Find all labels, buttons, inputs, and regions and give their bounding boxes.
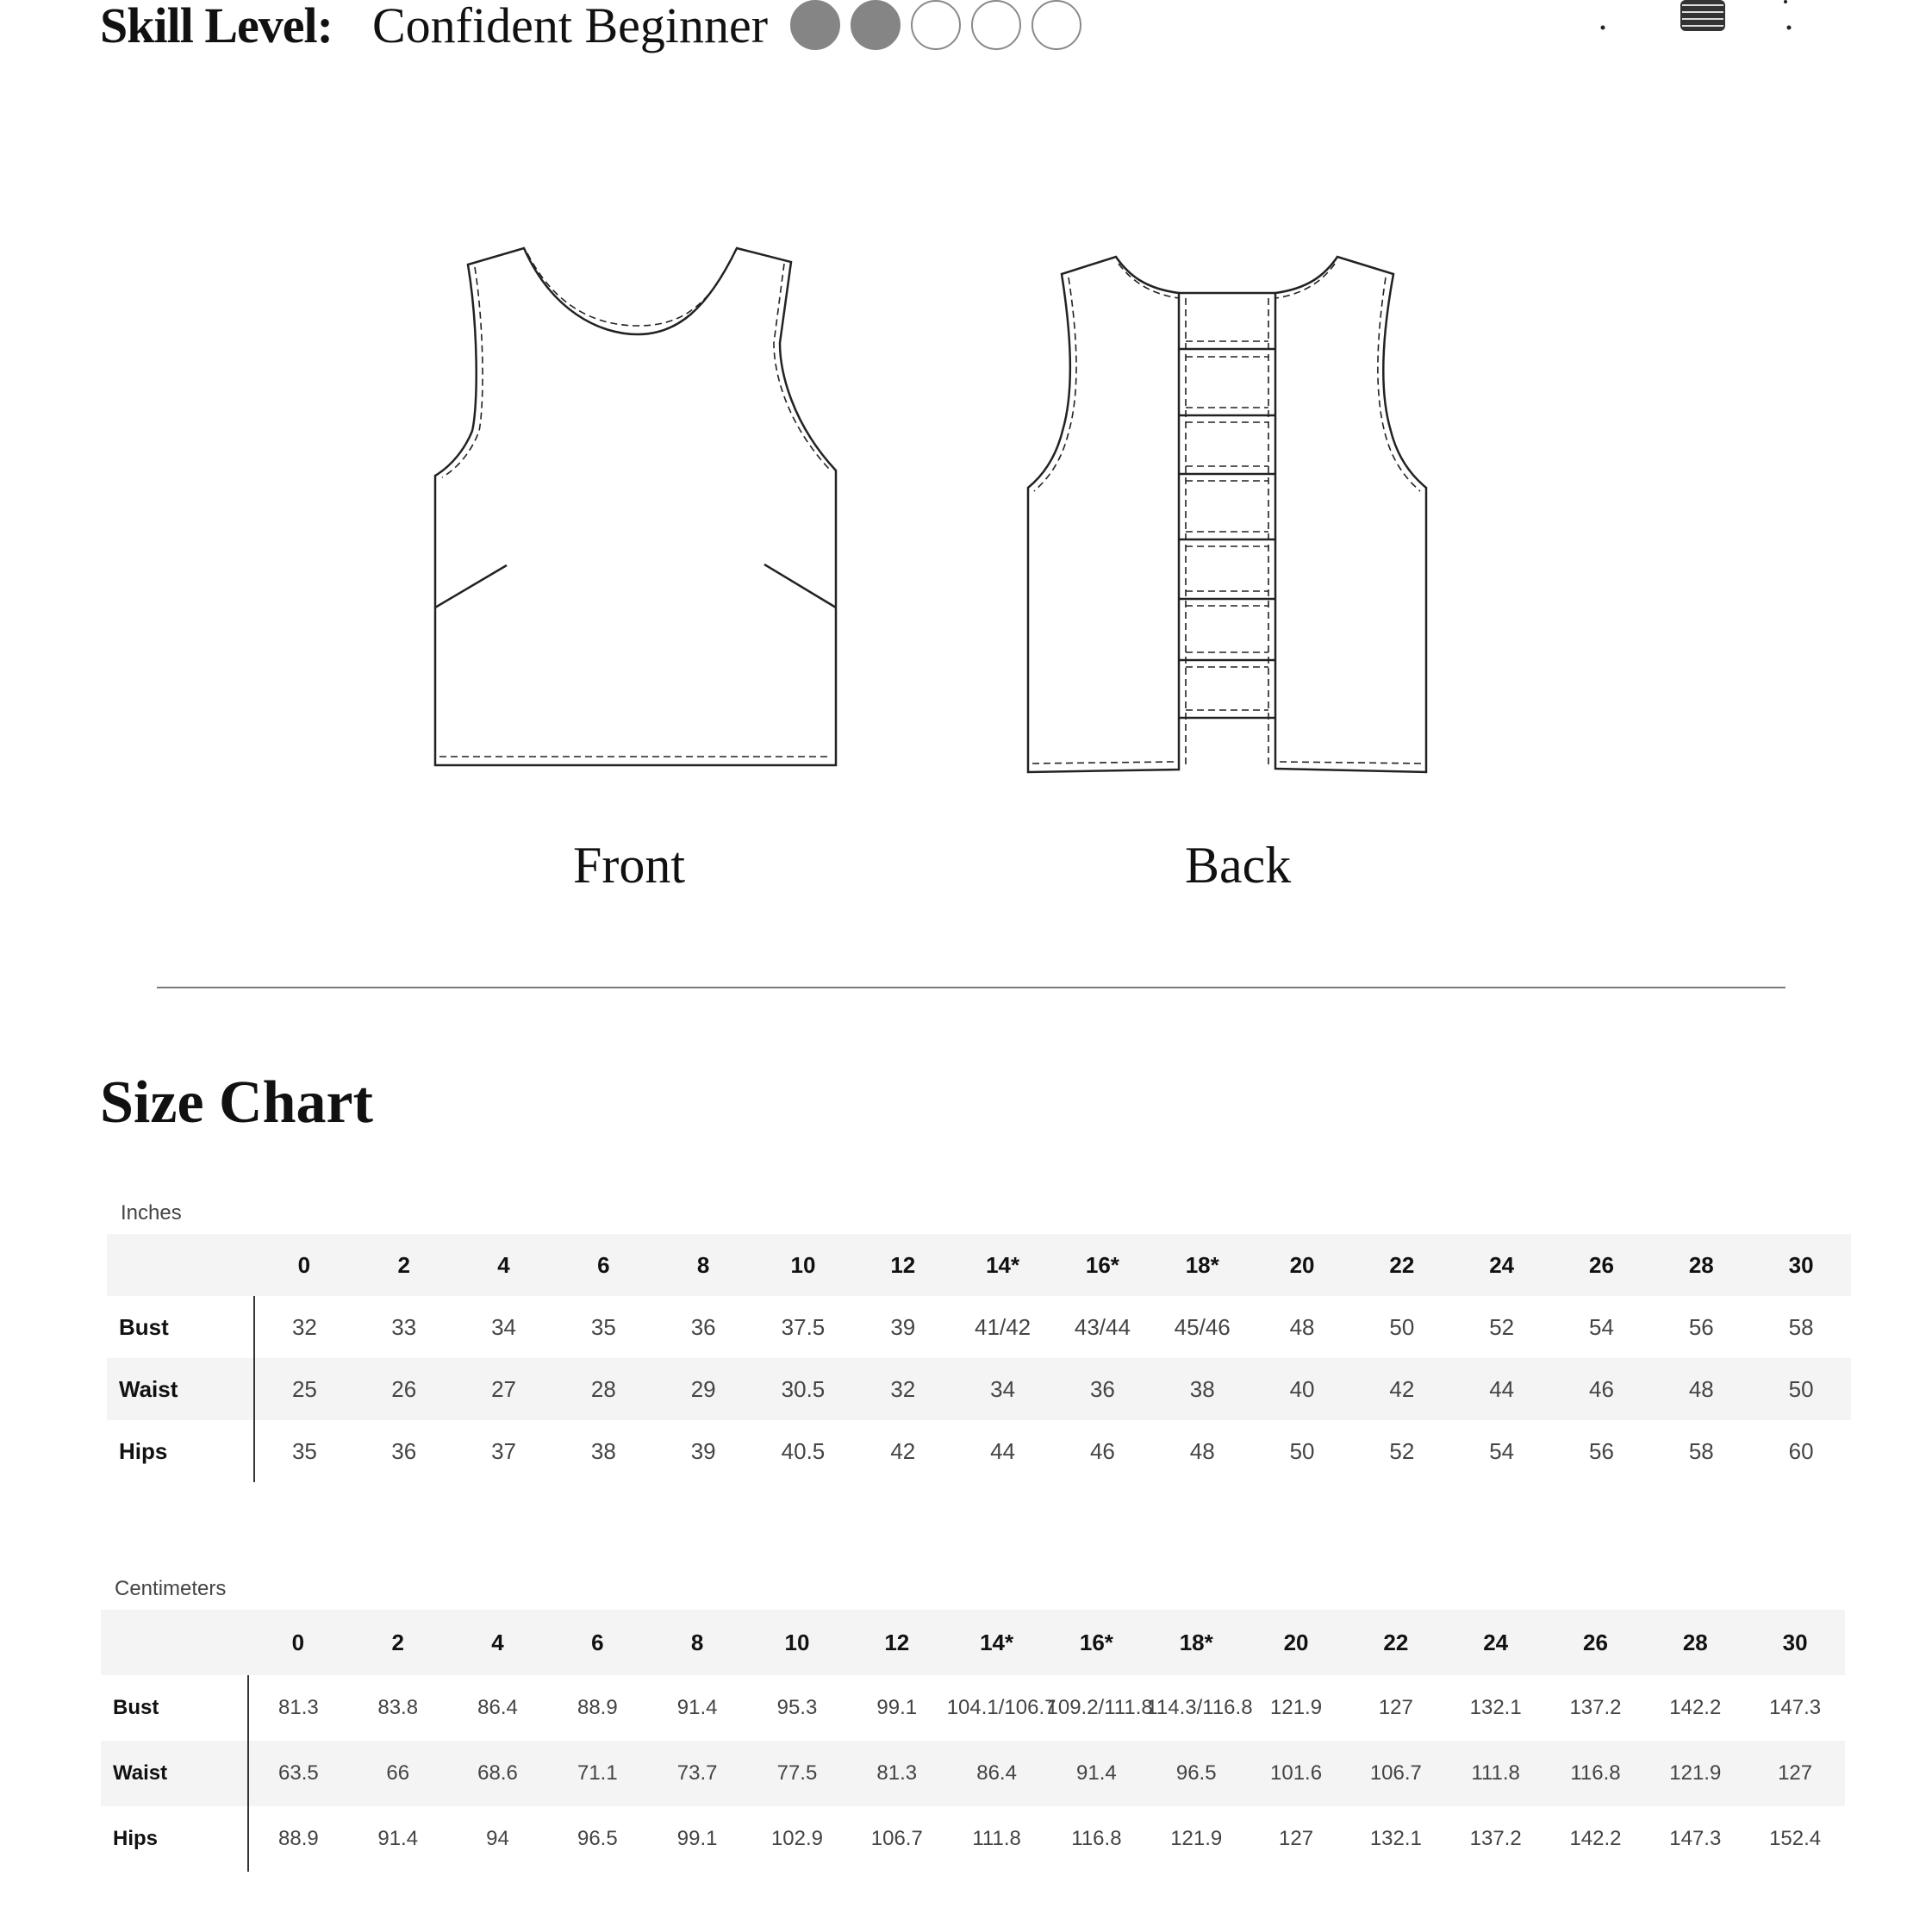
measurement-value: 102.9 bbox=[770, 1827, 823, 1850]
size-header-cell: 16* bbox=[1047, 1610, 1147, 1675]
measurement-value: 91.4 bbox=[377, 1827, 419, 1850]
measurement-value: 127 bbox=[1378, 1696, 1413, 1719]
inches-label: Inches bbox=[121, 1201, 182, 1225]
measurement-value: 50 bbox=[1751, 1358, 1851, 1420]
size-header-cell: 28 bbox=[1645, 1610, 1745, 1675]
measurement-value: 36 bbox=[391, 1437, 417, 1464]
measurement-value: 99.1 bbox=[876, 1696, 918, 1719]
measurement-value: 121.9 bbox=[1170, 1827, 1223, 1850]
measurement-value: 35 bbox=[291, 1437, 317, 1464]
measurement-value: 58 bbox=[1688, 1437, 1714, 1464]
measurement-value: 34 bbox=[953, 1358, 1053, 1420]
size-header-cell: 4 bbox=[454, 1234, 554, 1296]
measurement-value: 137.2 bbox=[1469, 1827, 1522, 1850]
measurement-value: 54 bbox=[1489, 1437, 1515, 1464]
measurement-value: 101.6 bbox=[1246, 1741, 1346, 1806]
measurement-value: 96.5 bbox=[576, 1827, 618, 1850]
size-header-cell: 22 bbox=[1352, 1234, 1452, 1296]
size-header-cell: 12 bbox=[847, 1610, 947, 1675]
measurement-value: 88.9 bbox=[278, 1827, 319, 1850]
measurement-value: 48 bbox=[1289, 1313, 1315, 1340]
size-header-cell: 18* bbox=[1146, 1610, 1246, 1675]
size-header-cell: 8 bbox=[647, 1610, 747, 1675]
measurement-value: 44 bbox=[1452, 1358, 1552, 1420]
measurement-value: 147.3 bbox=[1669, 1827, 1722, 1850]
measurement-value: 137.2 bbox=[1569, 1696, 1622, 1719]
measurement-value: 147.3 bbox=[1769, 1696, 1822, 1719]
measurement-value: 38 bbox=[590, 1437, 616, 1464]
measurement-row-bust bbox=[107, 1296, 1851, 1358]
measurement-value: 46 bbox=[1089, 1437, 1115, 1464]
measurement-value: 96.5 bbox=[1146, 1741, 1246, 1806]
measurement-row-hips bbox=[101, 1806, 1845, 1872]
measurement-value: 37.5 bbox=[781, 1313, 826, 1340]
measurement-value: 83.8 bbox=[377, 1696, 419, 1719]
size-header-cell: 2 bbox=[348, 1610, 448, 1675]
measurement-row-hips bbox=[107, 1420, 1851, 1482]
measurement-value: 111.8 bbox=[972, 1827, 1021, 1850]
measurement-value: 68.6 bbox=[448, 1741, 548, 1806]
measurement-value: 106.7 bbox=[870, 1827, 923, 1850]
section-divider bbox=[157, 987, 1786, 988]
inches-size-table bbox=[107, 1234, 1851, 1482]
measurement-value: 48 bbox=[1651, 1358, 1751, 1420]
size-header-cell: 26 bbox=[1552, 1234, 1652, 1296]
measurement-value: 36 bbox=[690, 1313, 716, 1340]
measurement-value: 40 bbox=[1252, 1358, 1352, 1420]
size-header-cell: 20 bbox=[1246, 1610, 1346, 1675]
size-header-cell: 14* bbox=[947, 1610, 1047, 1675]
measurement-value: 116.8 bbox=[1071, 1827, 1122, 1850]
measurement-value: 52 bbox=[1389, 1437, 1415, 1464]
size-header-cell: 0 bbox=[248, 1610, 348, 1675]
size-header-cell: 24 bbox=[1446, 1610, 1546, 1675]
size-header-cell: 24 bbox=[1452, 1234, 1552, 1296]
measurement-label: Bust bbox=[107, 1296, 254, 1358]
measurement-value: 60 bbox=[1788, 1437, 1814, 1464]
measurement-value: 109.2/111.8 bbox=[1046, 1696, 1153, 1719]
measurement-row-waist bbox=[101, 1741, 1845, 1806]
measurement-value: 121.9 bbox=[1270, 1696, 1323, 1719]
measurement-value: 56 bbox=[1589, 1437, 1614, 1464]
measurement-value: 30.5 bbox=[753, 1358, 853, 1420]
measurement-value: 48 bbox=[1189, 1437, 1215, 1464]
measurement-value: 132.1 bbox=[1369, 1827, 1422, 1850]
measurement-label: Bust bbox=[101, 1675, 248, 1741]
measurement-value: 42 bbox=[890, 1437, 916, 1464]
measurement-value: 46 bbox=[1552, 1358, 1652, 1420]
measurement-value: 56 bbox=[1688, 1313, 1714, 1340]
measurement-value: 94 bbox=[486, 1827, 509, 1850]
measurement-value: 152.4 bbox=[1769, 1827, 1822, 1850]
inches-table-body bbox=[107, 1234, 1851, 1482]
measurement-value: 66 bbox=[348, 1741, 448, 1806]
header-corner-cell bbox=[101, 1610, 248, 1675]
measurement-value: 77.5 bbox=[747, 1741, 847, 1806]
measurement-value: 28 bbox=[553, 1358, 653, 1420]
back-view-drawing bbox=[1028, 257, 1426, 772]
measurement-value: 29 bbox=[653, 1358, 753, 1420]
measurement-value: 35 bbox=[590, 1313, 616, 1340]
measurement-value: 50 bbox=[1389, 1313, 1415, 1340]
measurement-value: 25 bbox=[254, 1358, 354, 1420]
measurement-value: 40.5 bbox=[781, 1437, 826, 1464]
measurement-value: 39 bbox=[890, 1313, 916, 1340]
measurement-value: 81.3 bbox=[847, 1741, 947, 1806]
size-header-cell: 6 bbox=[553, 1234, 653, 1296]
measurement-value: 104.1/106.7 bbox=[946, 1696, 1056, 1719]
measurement-value: 95.3 bbox=[776, 1696, 818, 1719]
size-header-row bbox=[107, 1234, 1851, 1296]
measurement-value: 142.2 bbox=[1669, 1696, 1722, 1719]
size-header-cell: 22 bbox=[1346, 1610, 1446, 1675]
measurement-value: 86.4 bbox=[477, 1696, 518, 1719]
measurement-value: 27 bbox=[454, 1358, 554, 1420]
measurement-value: 121.9 bbox=[1645, 1741, 1745, 1806]
size-header-cell: 4 bbox=[448, 1610, 548, 1675]
centimeters-label: Centimeters bbox=[115, 1577, 227, 1600]
measurement-value: 88.9 bbox=[576, 1696, 618, 1719]
size-header-cell: 26 bbox=[1546, 1610, 1646, 1675]
size-header-cell: 16* bbox=[1053, 1234, 1153, 1296]
measurement-value: 81.3 bbox=[278, 1696, 319, 1719]
size-header-cell: 30 bbox=[1745, 1610, 1845, 1675]
size-header-cell: 2 bbox=[354, 1234, 454, 1296]
measurement-value: 42 bbox=[1352, 1358, 1452, 1420]
measurement-value: 86.4 bbox=[947, 1741, 1047, 1806]
size-header-cell: 14* bbox=[953, 1234, 1053, 1296]
garment-illustrations bbox=[0, 0, 1932, 948]
measurement-value: 91.4 bbox=[676, 1696, 718, 1719]
measurement-value: 50 bbox=[1289, 1437, 1315, 1464]
measurement-value: 32 bbox=[291, 1313, 317, 1340]
size-header-cell: 12 bbox=[853, 1234, 953, 1296]
measurement-value: 45/46 bbox=[1174, 1313, 1231, 1340]
measurement-value: 26 bbox=[354, 1358, 454, 1420]
size-header-cell: 10 bbox=[753, 1234, 853, 1296]
measurement-value: 33 bbox=[391, 1313, 417, 1340]
size-header-cell: 6 bbox=[547, 1610, 647, 1675]
measurement-value: 71.1 bbox=[547, 1741, 647, 1806]
measurement-value: 39 bbox=[690, 1437, 716, 1464]
measurement-value: 36 bbox=[1053, 1358, 1153, 1420]
measurement-value: 132.1 bbox=[1469, 1696, 1522, 1719]
measurement-value: 116.8 bbox=[1546, 1741, 1646, 1806]
measurement-label: Waist bbox=[107, 1358, 254, 1420]
measurement-value: 91.4 bbox=[1047, 1741, 1147, 1806]
skill-level-label: Skill Level: bbox=[100, 0, 333, 53]
measurement-value: 41/42 bbox=[975, 1313, 1031, 1340]
measurement-value: 111.8 bbox=[1446, 1741, 1546, 1806]
measurement-label: Waist bbox=[101, 1741, 248, 1806]
size-header-cell: 20 bbox=[1252, 1234, 1352, 1296]
measurement-value: 32 bbox=[853, 1358, 953, 1420]
header-corner-cell bbox=[107, 1234, 254, 1296]
measurement-value: 106.7 bbox=[1346, 1741, 1446, 1806]
measurement-value: 37 bbox=[491, 1437, 516, 1464]
front-view-label: Front bbox=[573, 837, 686, 894]
size-header-row bbox=[101, 1610, 1845, 1675]
skill-level-value: Confident Beginner bbox=[371, 0, 769, 53]
measurement-label: Hips bbox=[107, 1420, 254, 1482]
front-view-drawing bbox=[435, 248, 836, 765]
back-view-label: Back bbox=[1185, 837, 1292, 894]
size-header-cell: 0 bbox=[254, 1234, 354, 1296]
measurement-value: 44 bbox=[990, 1437, 1016, 1464]
size-chart-title: Size Chart bbox=[100, 1069, 373, 1136]
measurement-value: 58 bbox=[1788, 1313, 1814, 1340]
measurement-value: 127 bbox=[1745, 1741, 1845, 1806]
measurement-value: 114.3/116.8 bbox=[1146, 1696, 1253, 1719]
measurement-value: 73.7 bbox=[647, 1741, 747, 1806]
size-header-cell: 30 bbox=[1751, 1234, 1851, 1296]
centimeters-size-table bbox=[101, 1610, 1845, 1872]
centimeters-table-body bbox=[101, 1610, 1845, 1872]
size-header-cell: 8 bbox=[653, 1234, 753, 1296]
size-header-cell: 18* bbox=[1152, 1234, 1252, 1296]
measurement-row-bust bbox=[101, 1675, 1845, 1741]
measurement-value: 54 bbox=[1589, 1313, 1614, 1340]
size-header-cell: 28 bbox=[1651, 1234, 1751, 1296]
measurement-value: 63.5 bbox=[248, 1741, 348, 1806]
measurement-row-waist bbox=[107, 1358, 1851, 1420]
measurement-value: 99.1 bbox=[676, 1827, 718, 1850]
measurement-value: 34 bbox=[491, 1313, 516, 1340]
measurement-value: 127 bbox=[1279, 1827, 1314, 1850]
measurement-value: 52 bbox=[1489, 1313, 1515, 1340]
measurement-value: 142.2 bbox=[1569, 1827, 1622, 1850]
size-header-cell: 10 bbox=[747, 1610, 847, 1675]
measurement-value: 43/44 bbox=[1074, 1313, 1131, 1340]
measurement-label: Hips bbox=[101, 1806, 248, 1872]
measurement-value: 38 bbox=[1152, 1358, 1252, 1420]
